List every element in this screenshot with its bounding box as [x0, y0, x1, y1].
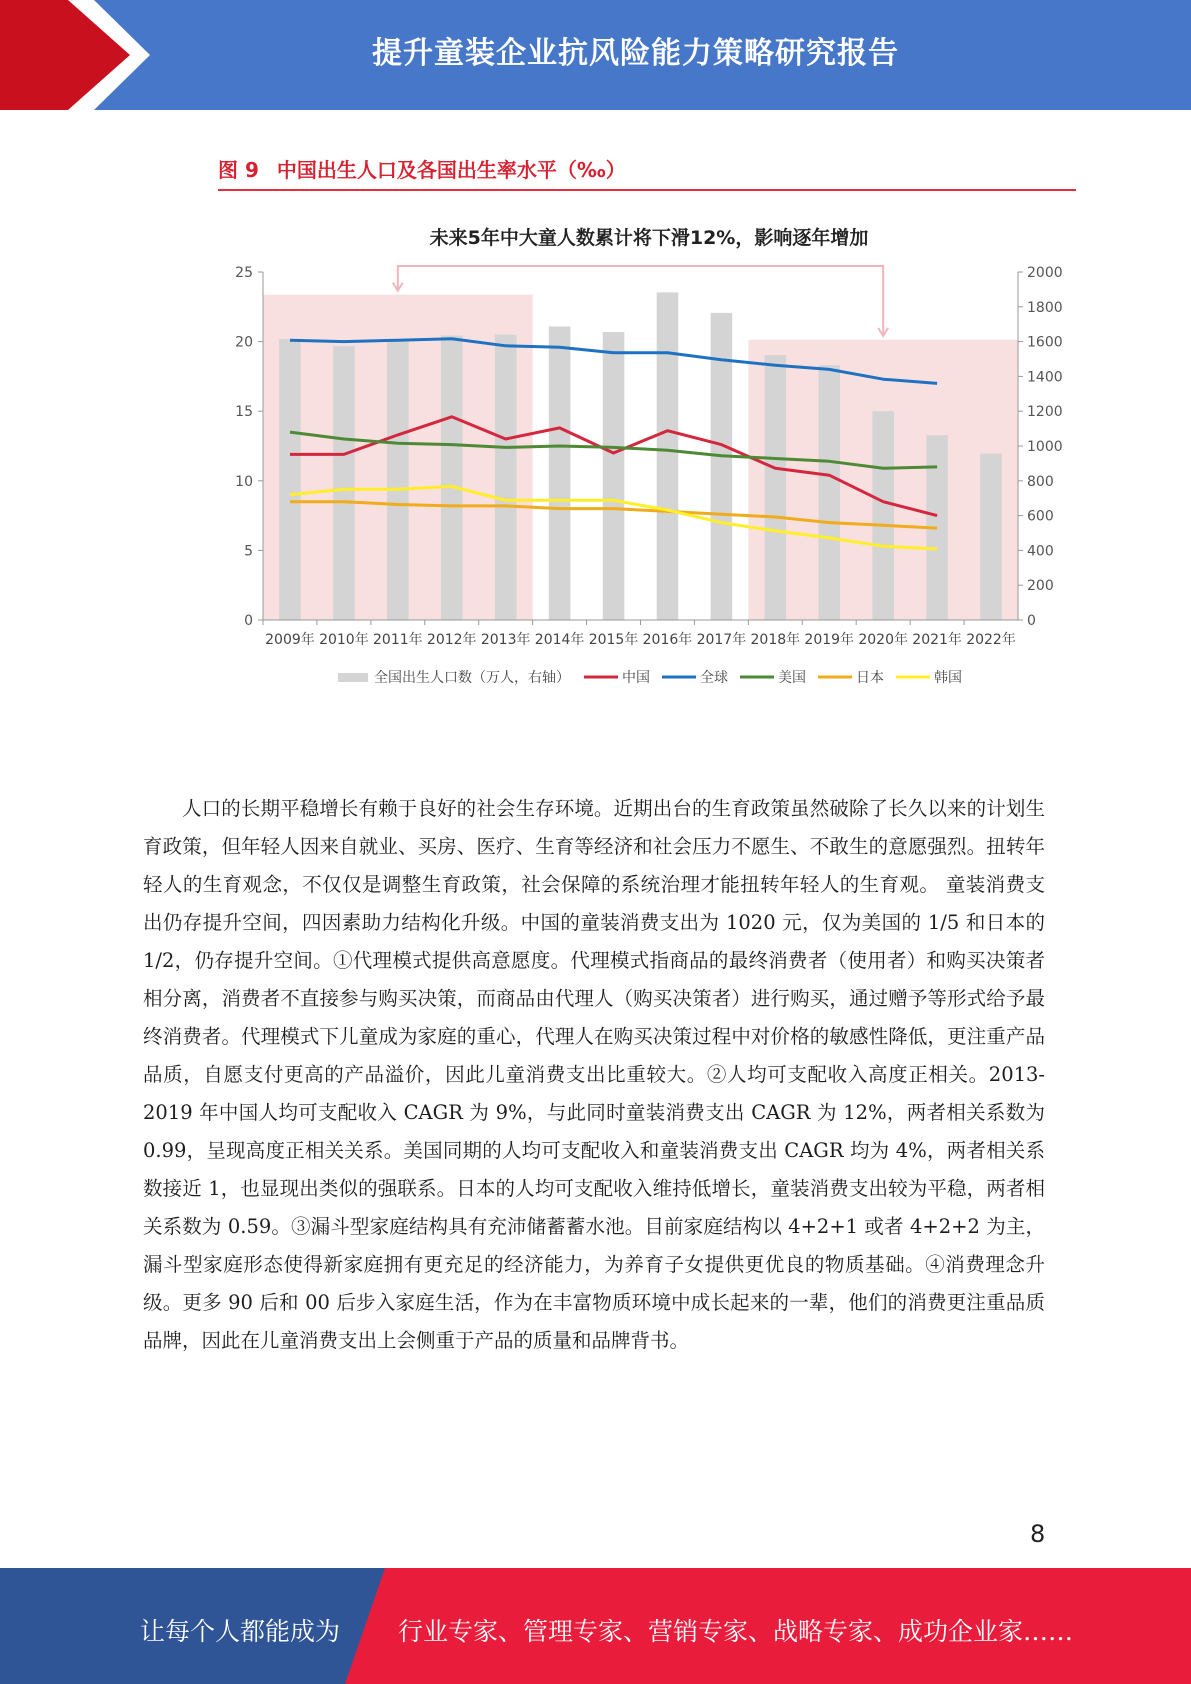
right-tick-label: 0 [1027, 613, 1036, 629]
bar [279, 339, 301, 620]
bar [872, 411, 894, 620]
x-tick-label: 2015年 [588, 632, 639, 648]
left-tick-label: 15 [235, 404, 253, 421]
x-tick-label: 2010年 [319, 632, 369, 648]
header-banner [0, 0, 1191, 110]
footer-slogan-left: 让每个人都能成为 [140, 1617, 341, 1646]
x-tick-label: 2018年 [750, 632, 801, 648]
bar [333, 346, 355, 620]
x-tick-label: 2021年 [912, 632, 962, 648]
chart-legend [338, 669, 962, 686]
right-tick-label: 400 [1027, 543, 1054, 560]
x-tick-label: 2019年 [804, 632, 855, 648]
legend-label: 韩国 [934, 670, 962, 686]
report-title: 提升童装企业抗风险能力策略研究报告 [372, 36, 899, 71]
x-tick-label: 2017年 [696, 632, 747, 648]
legend-label: 全球 [700, 670, 728, 686]
page-number: 8 [1030, 1520, 1046, 1548]
x-tick-label: 2012年 [426, 632, 477, 648]
bar [549, 326, 571, 620]
footer-banner [0, 1568, 1191, 1684]
right-tick-label: 2000 [1027, 265, 1063, 281]
bar [441, 336, 463, 620]
right-tick-label: 1400 [1027, 369, 1063, 386]
figure-caption [218, 154, 1076, 191]
right-tick-label: 1200 [1027, 404, 1063, 421]
right-tick-label: 1800 [1027, 299, 1063, 316]
x-tick-label: 2016年 [642, 632, 693, 648]
legend-label: 中国 [622, 670, 650, 686]
left-tick-label: 5 [244, 543, 253, 560]
bar [495, 335, 517, 620]
x-tick-label: 2011年 [373, 632, 423, 648]
right-tick-label: 800 [1027, 473, 1054, 490]
left-tick-label: 0 [244, 613, 253, 629]
left-tick-label: 10 [235, 473, 253, 490]
right-tick-label: 1000 [1027, 439, 1063, 455]
x-tick-label: 2013年 [480, 632, 531, 648]
bar [980, 454, 1002, 620]
x-tick-label: 2020年 [858, 632, 908, 648]
right-tick-label: 200 [1027, 578, 1054, 595]
legend-swatch-bars [338, 673, 368, 682]
footer-slogan-right: 行业专家、管理专家、营销专家、战略专家、成功企业家…… [398, 1617, 1074, 1646]
legend-label: 美国 [778, 670, 806, 686]
right-tick-label: 600 [1027, 508, 1054, 525]
x-tick-label: 2022年 [966, 632, 1016, 648]
legend-label: 日本 [856, 670, 884, 686]
right-tick-label: 1600 [1027, 334, 1063, 351]
bar [765, 355, 787, 620]
left-tick-label: 25 [235, 265, 253, 281]
bar [603, 332, 625, 620]
body-paragraph: 人口的长期平稳增长有赖于良好的社会生存环境。近期出台的生育政策虽然破除了长久以来的计划生育政策，但年轻人因来自就业、买房、医疗、生育等经济和社会压力不愿生、不敢生的意愿强烈。扭转年轻人的生育观念，不仅仅是调整生育政策，社会保障的系统治理才能扭转年轻人的生育观。 童装消费支出仍存提升空间，四因素助力结构化升级。中国的童装消费支出为 1020 元，仅为美国的 1/5 和日本的 1/2，仍存提升空间。①代理模式提供高意愿度。代理模式指商品的最终消费者（使用者）和购买决策者相分离，消费者不直接参与购买决策，而商品由代理人（购买决策者）进行购买，通过赠予等形式给予最终消费者。代理模式下儿童成为家庭的重心，代理人在购买决策过程中对价格的敏感性降低，更注重产品品质，自愿支付更高的产品溢价，因此儿童消费支出比重较大。②人均可支配收入高度正相关。2013-2019 年中国人均可支配收入 CAGR 为 9%，与此同时童装消费支出 CAGR 为 12%，两者相关系数为 0.99，呈现高度正相关关系。美国同期的人均可支配收入和童装消费支出 CAGR 均为 4%，两者相关系数接近 1，也显现出类似的强联系。日本的人均可支配收入维持低增长，童装消费支出较为平稳，两者相关系数为 0.59。③漏斗型家庭结构具有充沛储蓄蓄水池。目前家庭结构以 4+2+1 或者 4+2+2 为主，漏斗型家庭形态使得新家庭拥有更充足的经济能力，为养育子女提供更优良的物质基础。④消费理念升级。更多 90 后和 00 后步入家庭生活，作为在丰富物质环境中成长起来的一辈，他们的消费更注重品质品牌，因此在儿童消费支出上会侧重于产品的质量和品牌背书。 [143, 797, 1045, 1352]
x-tick-label: 2014年 [534, 632, 585, 648]
left-tick-label: 20 [235, 334, 253, 351]
bar [818, 365, 840, 620]
figure-number: 图 9 [218, 158, 259, 182]
bar [657, 292, 679, 620]
legend-label: 全国出生人口数（万人，右轴） [374, 670, 570, 686]
birth-rate-chart [218, 212, 1080, 702]
header-arrow-decoration [0, 0, 200, 110]
chart-title: 未来5年中大童人数累计将下滑12%，影响逐年增加 [429, 227, 869, 249]
x-tick-label: 2009年 [265, 632, 315, 648]
figure-caption-text: 中国出生人口及各国出生率水平（‰） [276, 158, 626, 182]
bar [387, 341, 409, 620]
